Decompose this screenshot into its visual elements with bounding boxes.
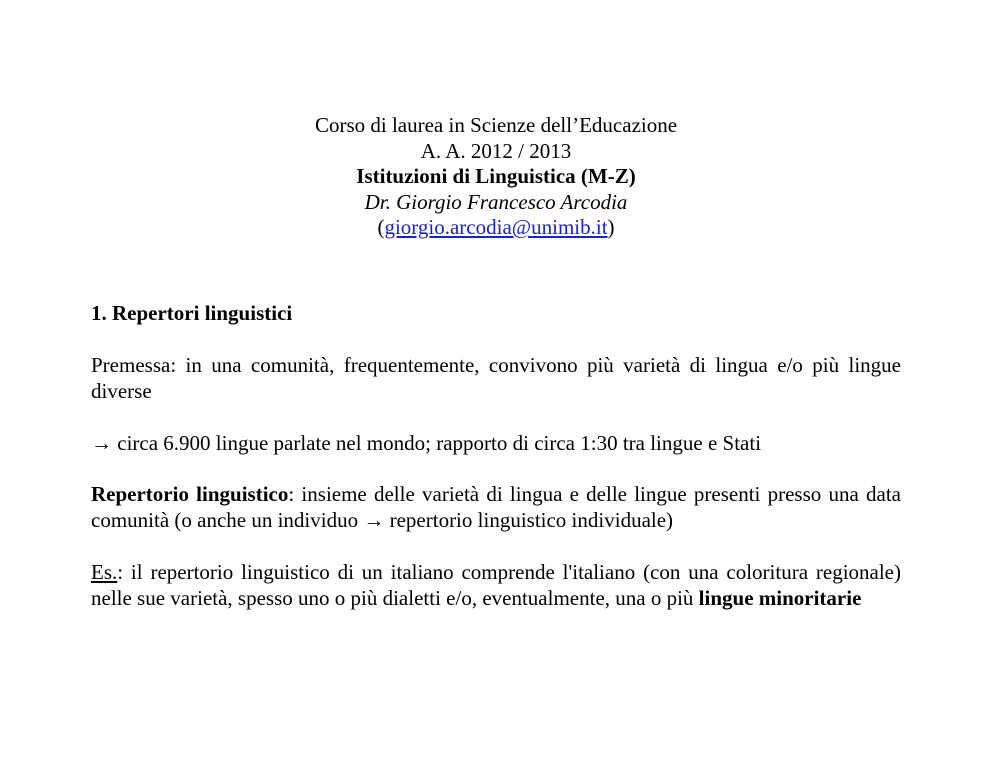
- premessa-paragraph: [91, 353, 901, 404]
- definition-text: : insieme delle varietà di lingua e delle lingue presenti presso una data comunità (o anche un individuo → repertorio linguistico individuale): [91, 482, 902, 532]
- subject-title: Istituzioni di Linguistica (M-Z): [356, 164, 636, 188]
- example-bold-term: lingue minoritarie: [698, 585, 862, 610]
- example-text-block: [91, 560, 901, 611]
- example-label: Es.: [91, 560, 118, 584]
- email-link[interactable]: giorgio.arcodia@unimib.it: [384, 215, 608, 239]
- arrow-note-text: → circa 6.900 lingue parlate nel mondo; rapporto di circa 1:30 tra lingue e Stati: [91, 431, 762, 455]
- definition-paragraph: [91, 482, 901, 533]
- document-header: [0, 113, 992, 241]
- lecturer-name: Dr. Giorgio Francesco Arcodia: [364, 189, 628, 214]
- email-open-paren: (: [377, 215, 385, 239]
- course-title: Corso di laurea in Scienze dell’Educazione: [314, 113, 678, 137]
- premessa-text: Premessa: in una comunità, frequentemente, convivono più varietà di lingua e/o più lingue diverse: [91, 353, 901, 403]
- arrow-note-paragraph: [91, 431, 901, 457]
- example-text: : il repertorio linguistico di un italiano comprende l'italiano (con una coloritura regionale) nelle sue varietà, spesso uno o più dialetti e/o, eventualmente, una o più: [91, 560, 901, 610]
- definition-term: Repertorio linguistico: [91, 482, 289, 506]
- academic-year: A. A. 2012 / 2013: [420, 138, 572, 163]
- definition-text-block: [91, 482, 901, 533]
- email-close-paren: ): [607, 215, 615, 239]
- example-paragraph: [91, 560, 901, 611]
- section-heading: 1. Repertori linguistici: [91, 301, 293, 325]
- email-line: [0, 215, 992, 241]
